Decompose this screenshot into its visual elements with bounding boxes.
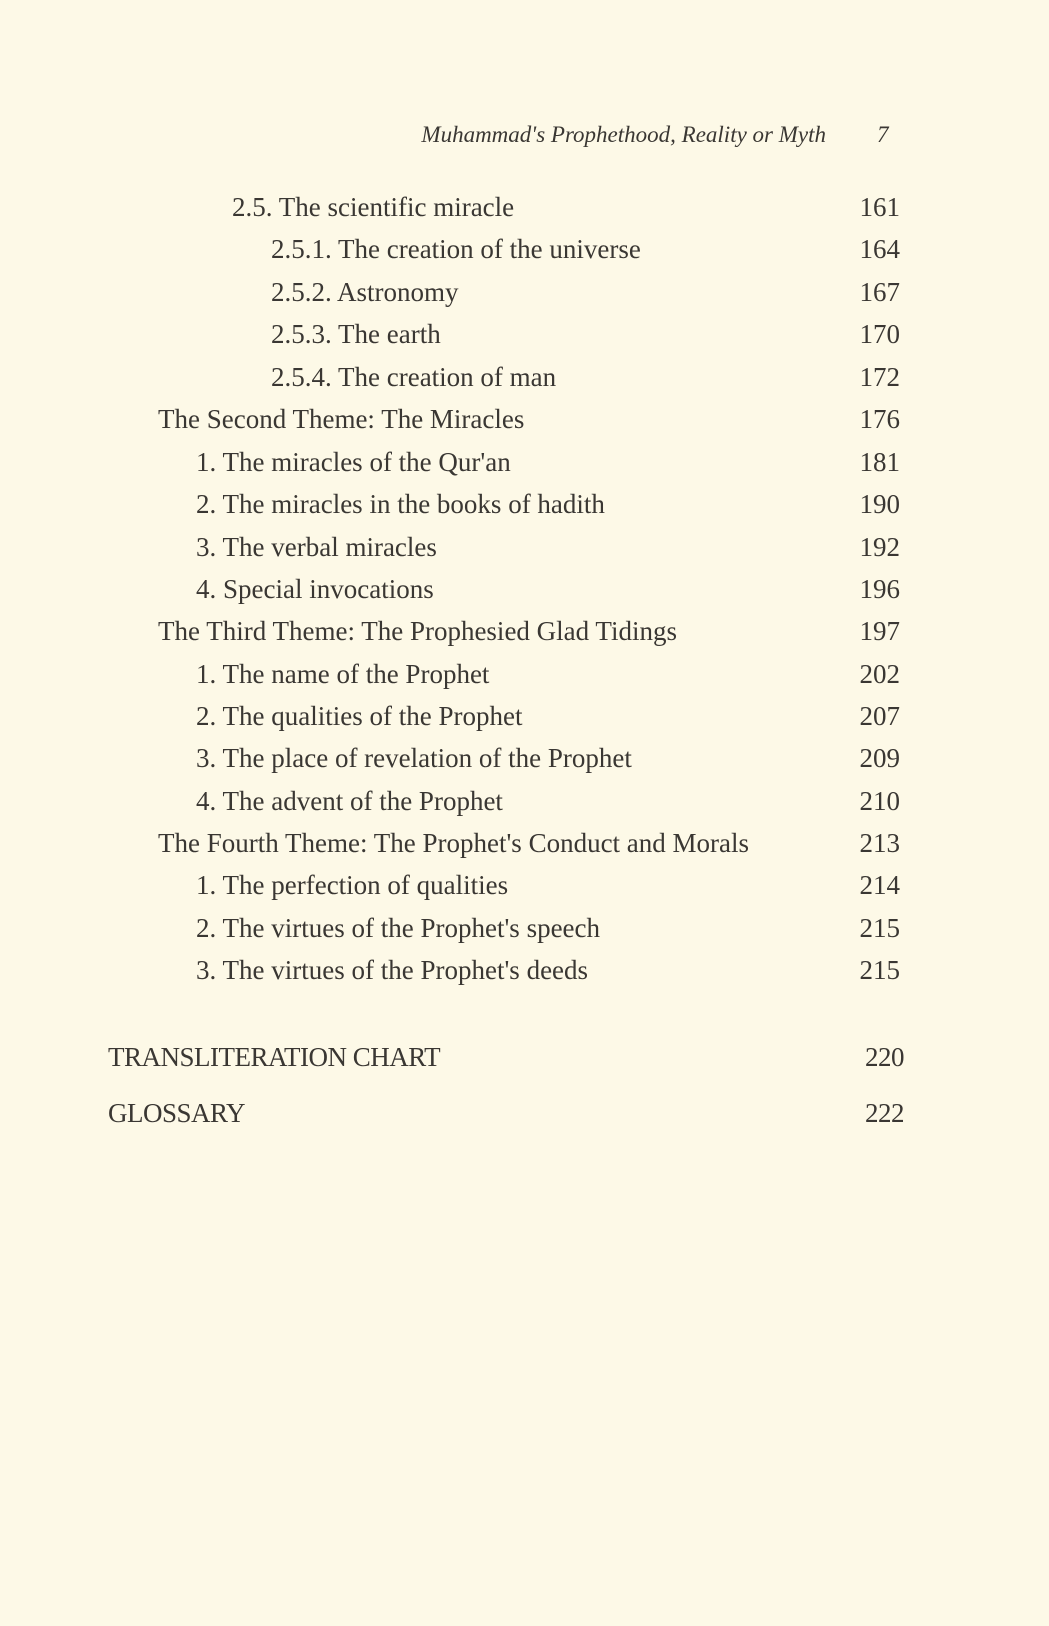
toc-entry	[0, 953, 1049, 987]
toc-entry-page: 190	[859, 489, 900, 519]
toc-entry-page: 170	[859, 319, 900, 349]
toc-entry-label: 4. The advent of the Prophet	[196, 786, 503, 816]
toc-entry-label: 2. The qualities of the Prophet	[196, 701, 523, 731]
toc-entry	[0, 445, 1049, 479]
toc-entry-label: 2.5.4. The creation of man	[271, 362, 557, 392]
toc-entry-label: 2.5.2. Astronomy	[271, 277, 459, 307]
toc-entry-page: 161	[859, 192, 900, 222]
toc-entry	[0, 487, 1049, 521]
toc-entry-page: 164	[859, 234, 900, 264]
toc-entry-page: 192	[859, 532, 900, 562]
toc-entry-page: 167	[859, 277, 900, 307]
toc-entry-page: 196	[859, 574, 900, 604]
toc-entry	[0, 911, 1049, 945]
toc-entry-page: 197	[859, 616, 900, 646]
back-matter-page: 222	[865, 1098, 904, 1128]
toc-entry-page: 214	[859, 870, 900, 900]
page-number: 7	[877, 122, 889, 147]
toc-entry	[0, 784, 1049, 818]
back-matter-label: GLOSSARY	[108, 1098, 246, 1128]
toc-entry-label: 2.5.3. The earth	[271, 319, 441, 349]
toc-entry	[0, 190, 1049, 224]
toc-entry	[0, 868, 1049, 902]
toc-entry-label: The Third Theme: The Prophesied Glad Tidings	[158, 616, 677, 646]
running-header-title: Muhammad's Prophethood, Reality or Myth	[421, 122, 826, 147]
toc-entry-label: 1. The miracles of the Qur'an	[196, 447, 511, 477]
toc-entry-page: 213	[859, 828, 900, 858]
toc-entry	[0, 360, 1049, 394]
toc-entry-label: 2. The miracles in the books of hadith	[196, 489, 605, 519]
back-matter-entry	[0, 1040, 1049, 1074]
toc-entry	[0, 317, 1049, 351]
toc-entry-label: 3. The virtues of the Prophet's deeds	[196, 955, 589, 985]
toc-entry-page: 181	[859, 447, 900, 477]
toc-entry	[0, 741, 1049, 775]
toc-entry-label: 3. The verbal miracles	[196, 532, 437, 562]
back-matter-page: 220	[865, 1042, 904, 1072]
toc-entry-label: 1. The name of the Prophet	[196, 659, 490, 689]
toc-entry-label: 3. The place of revelation of the Prophet	[196, 743, 632, 773]
toc-entry-page: 209	[859, 743, 900, 773]
toc-entry	[0, 402, 1049, 436]
toc-entry	[0, 657, 1049, 691]
toc-entry-page: 215	[859, 955, 900, 985]
toc-entry-page: 176	[859, 404, 900, 434]
toc-entry	[0, 826, 1049, 860]
toc-entry-label: 2.5.1. The creation of the universe	[271, 234, 641, 264]
back-matter-entry	[0, 1096, 1049, 1130]
toc-entry-label: 4. Special invocations	[196, 574, 434, 604]
toc-entry	[0, 530, 1049, 564]
back-matter-label: TRANSLITERATION CHART	[108, 1042, 441, 1072]
toc-entry-label: 2. The virtues of the Prophet's speech	[196, 913, 601, 943]
toc-entry	[0, 572, 1049, 606]
toc-entry-page: 172	[859, 362, 900, 392]
toc-entry-label: 1. The perfection of qualities	[196, 870, 509, 900]
toc-entry-label: The Second Theme: The Miracles	[158, 404, 525, 434]
toc-entry	[0, 232, 1049, 266]
toc-entry	[0, 614, 1049, 648]
toc-entry-page: 215	[859, 913, 900, 943]
toc-entry-page: 207	[859, 701, 900, 731]
toc-entry	[0, 699, 1049, 733]
toc-entry-label: 2.5. The scientific miracle	[232, 192, 515, 222]
toc-entry-page: 202	[859, 659, 900, 689]
toc-entry-label: The Fourth Theme: The Prophet's Conduct and Morals	[158, 828, 750, 858]
toc-entry-page: 210	[859, 786, 900, 816]
toc-entry	[0, 275, 1049, 309]
